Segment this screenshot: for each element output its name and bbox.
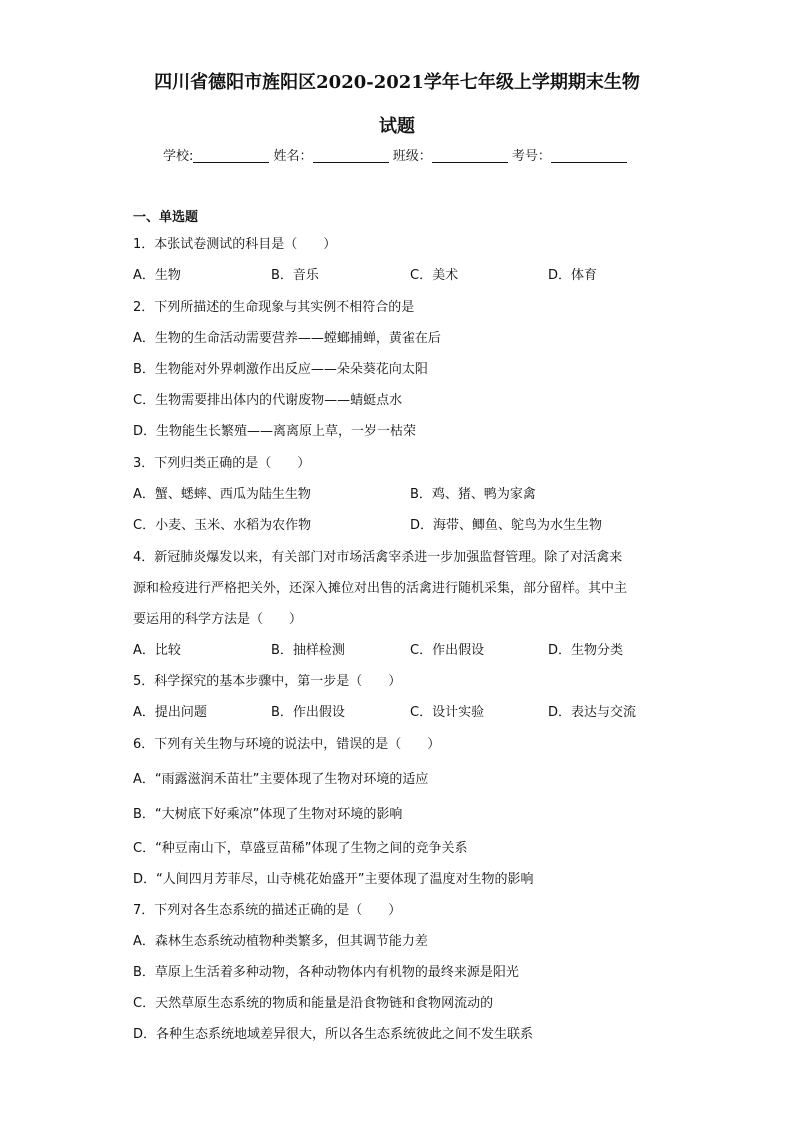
option: D．体育 [548,268,598,283]
section-title: 一、单选题 [133,210,199,225]
option: A．森林生态系统动植物种类繁多，但其调节能力差 [133,934,428,949]
name-blank[interactable] [313,148,389,163]
option: B．“大树底下好乘凉”体现了生物对环境的影响 [133,807,403,822]
option: D．表达与交流 [548,705,637,720]
option: A．“雨露滋润禾苗壮”主要体现了生物对环境的适应 [133,772,429,787]
question-stem-line: 要运用的科学方法是（ ） [133,612,303,627]
option: A．比较 [133,643,181,658]
option: C．天然草原生态系统的物质和能量是沿食物链和食物网流动的 [133,996,494,1011]
question-stem: 2．下列所描述的生命现象与其实例不相符合的是 [133,300,415,315]
name-label: 姓名： [273,149,313,164]
option: A．蟹、蟋蟀、西瓜为陆生生物 [133,487,311,502]
option: B．草原上生活着多种动物，各种动物体内有机物的最终来源是阳光 [133,965,519,980]
class-label: 班级： [392,149,432,164]
option: D．海带、鲫鱼、鸵鸟为水生生物 [410,518,603,533]
option: B．抽样检测 [271,643,345,658]
school-label: 学校: [163,149,194,164]
option: B．作出假设 [271,705,345,720]
exam-number-label: 考号： [511,149,551,164]
option: A．生物 [133,268,181,283]
option: C．设计实验 [410,705,485,720]
option: B．生物能对外界刺激作出反应——朵朵葵花向太阳 [133,362,428,377]
option: D．各种生态系统地域差异很大，所以各生态系统彼此之间不发生联系 [133,1027,534,1042]
question-stem: 3．下列归类正确的是（ ） [133,456,311,471]
option: C．生物需要排出体内的代谢废物——蜻蜓点水 [133,393,403,408]
option: C．美术 [410,268,459,283]
question-stem-line: 4．新冠肺炎爆发以来，有关部门对市场活禽宰杀进一步加强监督管理。除了对活禽来 [133,550,623,565]
option: D．生物能生长繁殖——离离原上草，一岁一枯荣 [133,424,417,439]
option: B．鸡、猪、鸭为家禽 [410,487,536,502]
exam-number-blank[interactable] [551,148,627,163]
option: B．音乐 [271,268,319,283]
question-stem: 7．下列对各生态系统的描述正确的是（ ） [133,903,402,918]
school-blank[interactable] [193,148,269,163]
class-blank[interactable] [432,148,508,163]
option: A．提出问题 [133,705,207,720]
option: A．生物的生命活动需要营养——螳螂捕蝉，黄雀在后 [133,331,441,346]
option: C．小麦、玉米、水稻为农作物 [133,518,312,533]
exam-title-line-1: 四川省德阳市旌阳区2020-2021学年七年级上学期期末生物 [154,72,640,93]
question-stem-line: 源和检疫进行严格把关外，还深入摊位对出售的活禽进行随机采集，部分留样。其中主 [133,581,628,596]
option: D．生物分类 [548,643,624,658]
option: C．作出假设 [410,643,485,658]
student-info-row [163,145,627,164]
exam-title-line-2: 试题 [379,116,415,137]
question-stem: 6．下列有关生物与环境的说法中，错误的是（ ） [133,737,441,752]
option: D．“人间四月芳菲尽，山寺桃花始盛开”主要体现了温度对生物的影响 [133,872,534,887]
question-stem: 5．科学探究的基本步骤中，第一步是（ ） [133,674,402,689]
option: C．“种豆南山下，草盛豆苗稀”体现了生物之间的竞争关系 [133,841,468,856]
question-stem: 1．本张试卷测试的科目是（ ） [133,237,337,252]
